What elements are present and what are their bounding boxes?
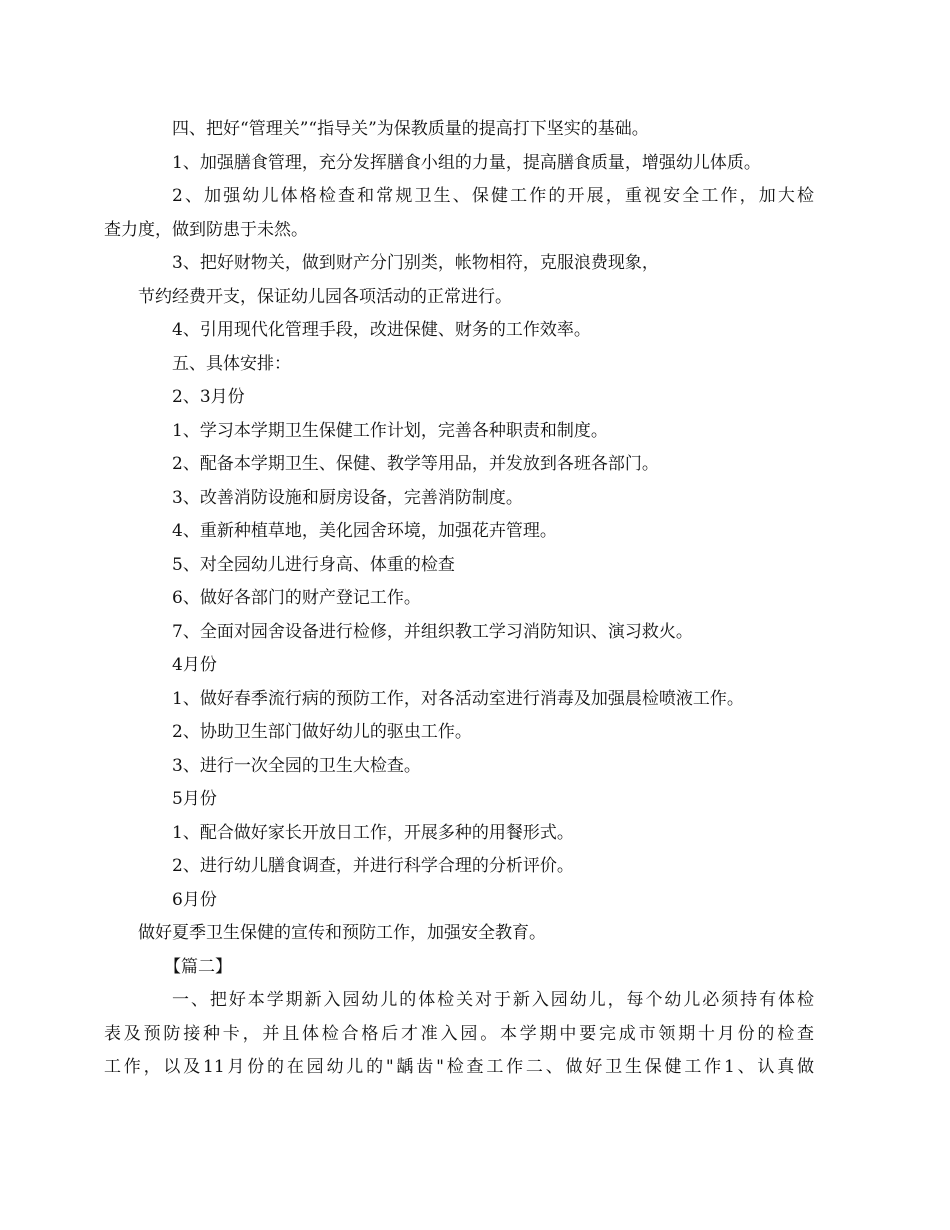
list-item: 1、学习本学期卫生保健工作计划，完善各种职责和制度。 bbox=[172, 420, 608, 441]
month-heading: 4月份 bbox=[172, 655, 217, 675]
month-heading: 6月份 bbox=[172, 889, 217, 910]
paragraph-line: 一、把好本学期新入园幼儿的体检关对于新入园幼儿，每个幼儿必须持有体检 bbox=[172, 990, 814, 1010]
section-heading-four: 四、把好“管理关”“指导关”为保教质量的提高打下坚实的基础。 bbox=[172, 119, 649, 139]
list-item: 2、配备本学期卫生、保健、教学等用品，并发放到各班各部门。 bbox=[172, 454, 659, 474]
paragraph-part-two-intro bbox=[104, 984, 814, 1085]
list-item: 2、进行幼儿膳食调查，并进行科学合理的分析评价。 bbox=[172, 856, 574, 876]
list-item: 1、配合做好家长开放日工作，开展多种的用餐形式。 bbox=[172, 822, 574, 843]
paragraph-continuation: 节约经费开支，保证幼儿园各项活动的正常进行。 bbox=[138, 286, 512, 307]
list-item: 6、做好各部门的财产登记工作。 bbox=[172, 588, 421, 608]
paragraph-item-4: 4、引用现代化管理手段，改进保健、财务的工作效率。 bbox=[172, 320, 591, 340]
paragraph-line: 工作，以及11月份的在园幼儿的"龋齿"检查工作二、做好卫生保健工作1、认真做 bbox=[104, 1057, 814, 1077]
list-item: 4、重新种植草地，美化园舍环境，加强花卉管理。 bbox=[172, 521, 557, 541]
list-item: 2、协助卫生部门做好幼儿的驱虫工作。 bbox=[172, 722, 472, 742]
paragraph-item-2 bbox=[104, 180, 814, 247]
document-body bbox=[104, 113, 814, 1085]
month-heading: 2、3月份 bbox=[172, 387, 245, 407]
list-item: 7、全面对园舍设备进行检修，并组织教工学习消防知识、演习救火。 bbox=[172, 621, 693, 642]
paragraph-item-1: 1、加强膳食管理，充分发挥膳食小组的力量，提高膳食质量，增强幼儿体质。 bbox=[172, 152, 761, 173]
paragraph-continuation: 做好夏季卫生保健的宣传和预防工作，加强安全教育。 bbox=[138, 923, 546, 943]
paragraph-line: 查力度，做到防患于未然。 bbox=[104, 219, 308, 240]
paragraph-line: 2、加强幼儿体格检查和常规卫生、保健工作的开展，重视安全工作，加大检 bbox=[172, 186, 814, 206]
paragraph-item-3: 3、把好财物关，做到财产分门别类，帐物相符，克服浪费现象， bbox=[172, 253, 659, 273]
section-heading-five: 五、具体安排： bbox=[172, 353, 291, 374]
list-item: 5、对全园幼儿进行身高、体重的检查 bbox=[172, 554, 455, 575]
list-item: 1、做好春季流行病的预防工作，对各活动室进行消毒及加强晨检喷液工作。 bbox=[172, 688, 744, 709]
paragraph-line: 表及预防接种卡，并且体检合格后才准入园。本学期中要完成市领期十月份的检查 bbox=[104, 1023, 814, 1044]
list-item: 3、进行一次全园的卫生大检查。 bbox=[172, 755, 421, 776]
section-heading-part-two: 【篇二】 bbox=[164, 956, 232, 977]
list-item: 3、改善消防设施和厨房设备，完善消防制度。 bbox=[172, 487, 523, 508]
month-heading: 5月份 bbox=[172, 789, 217, 809]
